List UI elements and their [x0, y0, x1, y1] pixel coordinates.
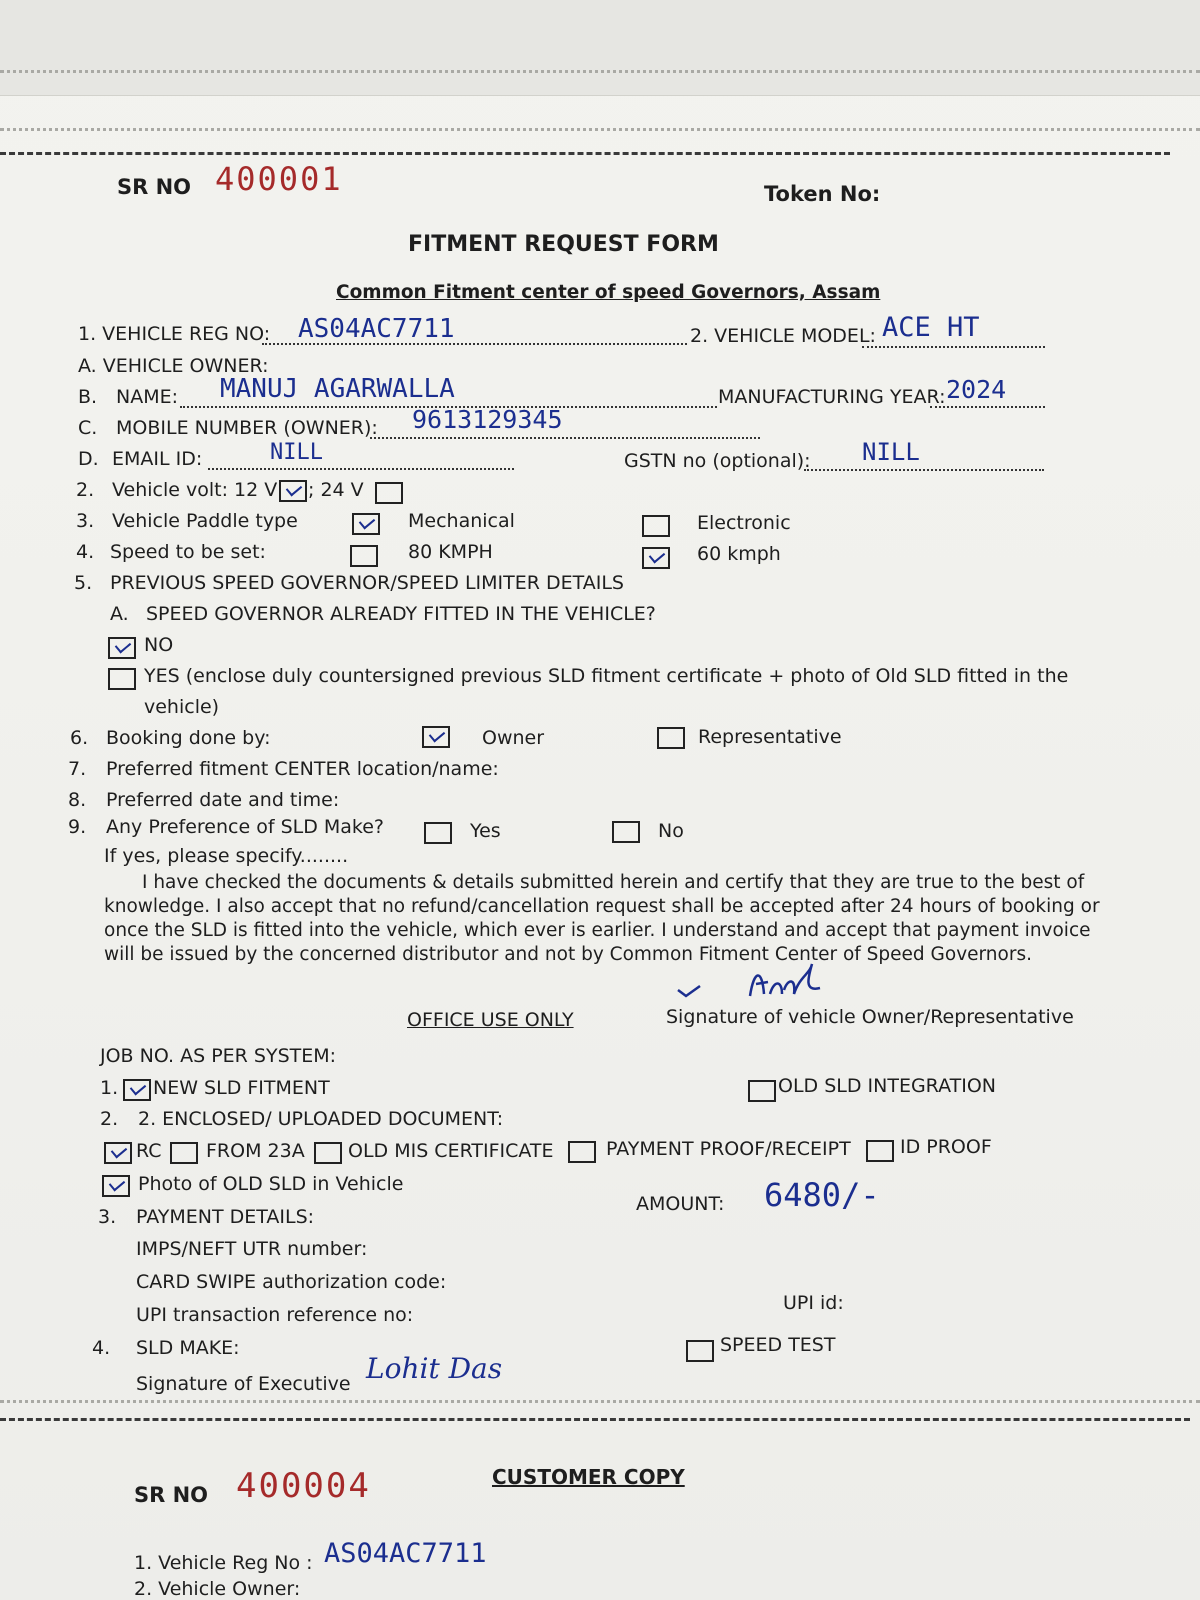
volt-12v-checkbox[interactable]	[279, 480, 307, 502]
exec-signature-value: Lohit Das	[366, 1352, 503, 1385]
prev-a-question: SPEED GOVERNOR ALREADY FITTED IN THE VEHICLE?	[146, 603, 656, 625]
paddle-label: Vehicle Paddle type	[112, 510, 298, 532]
paddle-num: 3.	[76, 510, 95, 532]
prev-yes-checkbox[interactable]	[108, 668, 136, 690]
booking-rep-checkbox[interactable]	[657, 727, 685, 749]
enclosed-num: 2.	[100, 1108, 119, 1130]
prev-num: 5.	[74, 572, 93, 594]
doc-id-checkbox[interactable]	[866, 1140, 894, 1162]
perforation-top	[0, 70, 1200, 81]
token-label: Token No:	[764, 182, 881, 206]
date-label: Preferred date and time:	[106, 789, 340, 811]
doc-payment-label: PAYMENT PROOF/RECEIPT	[606, 1138, 851, 1160]
paddle-electronic-checkbox[interactable]	[642, 515, 670, 537]
prev-no-checkbox[interactable]	[108, 637, 136, 659]
mobile-label: MOBILE NUMBER (OWNER):	[116, 417, 378, 439]
vehicle-reg-value: AS04AC7711	[298, 314, 455, 344]
make-no-label: No	[658, 820, 684, 842]
mobile-line	[370, 437, 760, 439]
mobile-value: 9613129345	[412, 405, 563, 434]
declaration-line-2: knowledge. I also accept that no refund/cancellation request shall be accepted after 24 hours of booking or	[104, 896, 1100, 917]
speed-num: 4.	[76, 541, 95, 563]
vehicle-model-value: ACE HT	[882, 312, 980, 343]
declaration-line-3: once the SLD is fitted into the vehicle, which ever is earlier. I understand and accept that payment invoice	[104, 920, 1091, 941]
new-sld-num: 1.	[100, 1077, 119, 1099]
paddle-mechanical-checkbox[interactable]	[352, 513, 380, 535]
doc-id-label: ID PROOF	[900, 1136, 992, 1158]
mfg-year-value: 2024	[946, 375, 1007, 404]
make-specify: If yes, please specify........	[104, 845, 349, 867]
amount-value: 6480/-	[764, 1176, 880, 1214]
volt-num: 2.	[76, 479, 95, 501]
volt-24v-label: ; 24 V	[308, 479, 364, 501]
prev-sld-heading: PREVIOUS SPEED GOVERNOR/SPEED LIMITER DETAILS	[110, 572, 624, 594]
booking-num: 6.	[70, 727, 89, 749]
doc-23a-label: FROM 23A	[206, 1140, 305, 1162]
doc-rc-label: RC	[136, 1140, 162, 1162]
prev-yes-label: YES (enclose duly countersigned previous SLD fitment certificate + photo of Old SLD fitted in the	[144, 665, 1069, 687]
email-value: NILL	[270, 440, 323, 465]
gstn-label: GSTN no (optional):	[624, 450, 811, 472]
gstn-value: NILL	[862, 438, 920, 466]
declaration-line-1: I have checked the documents & details submitted herein and certify that they are true to the best of	[142, 872, 1085, 893]
new-sld-checkbox[interactable]	[123, 1079, 151, 1101]
enclosed-label: 2. ENCLOSED/ UPLOADED DOCUMENT:	[138, 1108, 504, 1130]
speed-80-checkbox[interactable]	[350, 545, 378, 567]
make-pref-label: Any Preference of SLD Make?	[106, 816, 385, 838]
center-label: Preferred fitment CENTER location/name:	[106, 758, 499, 780]
doc-mis-label: OLD MIS CERTIFICATE	[348, 1140, 554, 1162]
upi-ref-label: UPI transaction reference no:	[136, 1304, 414, 1326]
volt-label: Vehicle volt: 12 V	[112, 479, 278, 501]
make-pref-num: 9.	[68, 816, 87, 838]
prev-a-prefix: A.	[110, 603, 129, 625]
speed-label: Speed to be set:	[110, 541, 266, 563]
previous-page-strip	[0, 0, 1200, 96]
declaration-line-4: will be issued by the concerned distributor and not by Common Fitment Center of Speed Governors.	[104, 944, 1032, 965]
upi-id-label: UPI id:	[783, 1292, 844, 1314]
make-yes-checkbox[interactable]	[424, 822, 452, 844]
doc-mis-checkbox[interactable]	[314, 1142, 342, 1164]
sr-no-label: SR NO	[117, 175, 192, 199]
customer-copy-title: CUSTOMER COPY	[492, 1465, 685, 1489]
name-prefix: B.	[78, 386, 98, 408]
speed-60-checkbox[interactable]	[642, 547, 670, 569]
office-use-title: OFFICE USE ONLY	[407, 1009, 574, 1031]
vehicle-owner-label: A. VEHICLE OWNER:	[78, 355, 269, 377]
vehicle-model-label: 2. VEHICLE MODEL:	[690, 325, 876, 347]
booking-label: Booking done by:	[106, 727, 271, 749]
perforation-bottom	[0, 1400, 1200, 1411]
amount-label: AMOUNT:	[636, 1193, 725, 1215]
email-line	[208, 468, 514, 470]
paddle-electronic-label: Electronic	[697, 512, 791, 534]
speed-80-label: 80 KMPH	[408, 541, 493, 563]
customer-sr-stamp: 400004	[236, 1466, 371, 1506]
payment-num: 3.	[98, 1206, 117, 1228]
job-no-label: JOB NO. AS PER SYSTEM:	[100, 1045, 337, 1067]
payment-label: PAYMENT DETAILS:	[136, 1206, 315, 1228]
doc-rc-checkbox[interactable]	[104, 1142, 132, 1164]
doc-photo-label: Photo of OLD SLD in Vehicle	[138, 1173, 404, 1195]
make-no-checkbox[interactable]	[612, 821, 640, 843]
mobile-prefix: C.	[78, 417, 98, 439]
old-sld-checkbox[interactable]	[748, 1080, 776, 1102]
owner-name-value: MANUJ AGARWALLA	[220, 374, 455, 404]
tear-line-top	[0, 152, 1170, 155]
speed-60-label: 60 kmph	[697, 543, 781, 565]
new-sld-label: NEW SLD FITMENT	[153, 1077, 330, 1099]
form-title: FITMENT REQUEST FORM	[408, 232, 719, 257]
owner-signature	[670, 960, 840, 1010]
customer-reg-value: AS04AC7711	[324, 1538, 487, 1569]
vehicle-reg-label: 1. VEHICLE REG NO:	[78, 323, 271, 345]
speed-test-checkbox[interactable]	[686, 1340, 714, 1362]
customer-sr-label: SR NO	[134, 1483, 209, 1507]
customer-owner-label: 2. Vehicle Owner:	[134, 1578, 301, 1600]
paddle-mechanical-label: Mechanical	[408, 510, 515, 532]
booking-owner-label: Owner	[482, 727, 545, 749]
date-num: 8.	[68, 789, 87, 811]
sr-no-stamp: 400001	[215, 160, 343, 198]
customer-reg-label: 1. Vehicle Reg No :	[134, 1552, 313, 1574]
perforation-second	[0, 128, 1200, 139]
doc-payment-checkbox[interactable]	[568, 1141, 596, 1163]
sld-make-label: SLD MAKE:	[136, 1337, 240, 1359]
prev-no-label: NO	[144, 634, 174, 656]
vehicle-model-line	[862, 346, 1045, 348]
imps-label: IMPS/NEFT UTR number:	[136, 1238, 368, 1260]
mfg-year-label: MANUFACTURING YEAR:	[718, 386, 946, 408]
make-yes-label: Yes	[470, 820, 501, 842]
sld-make-num: 4.	[92, 1337, 111, 1359]
form-subtitle: Common Fitment center of speed Governors, Assam	[336, 282, 881, 303]
tear-line-bottom	[0, 1418, 1190, 1421]
volt-24v-checkbox[interactable]	[375, 482, 403, 504]
gstn-line	[804, 469, 1044, 471]
email-prefix: D.	[78, 448, 99, 470]
old-sld-label: OLD SLD INTEGRATION	[778, 1075, 997, 1097]
doc-photo-checkbox[interactable]	[102, 1175, 130, 1197]
exec-signature-label: Signature of Executive	[136, 1373, 351, 1395]
prev-yes-label-cont: vehicle)	[144, 696, 220, 718]
booking-owner-checkbox[interactable]	[422, 726, 450, 748]
name-label: NAME:	[116, 386, 179, 408]
card-swipe-label: CARD SWIPE authorization code:	[136, 1271, 447, 1293]
booking-rep-label: Representative	[698, 726, 842, 748]
center-num: 7.	[68, 758, 87, 780]
email-label: EMAIL ID:	[112, 448, 203, 470]
mfg-year-line	[930, 406, 1045, 408]
owner-signature-label: Signature of vehicle Owner/Representative	[666, 1006, 1074, 1028]
doc-23a-checkbox[interactable]	[170, 1142, 198, 1164]
speed-test-label: SPEED TEST	[720, 1334, 836, 1356]
